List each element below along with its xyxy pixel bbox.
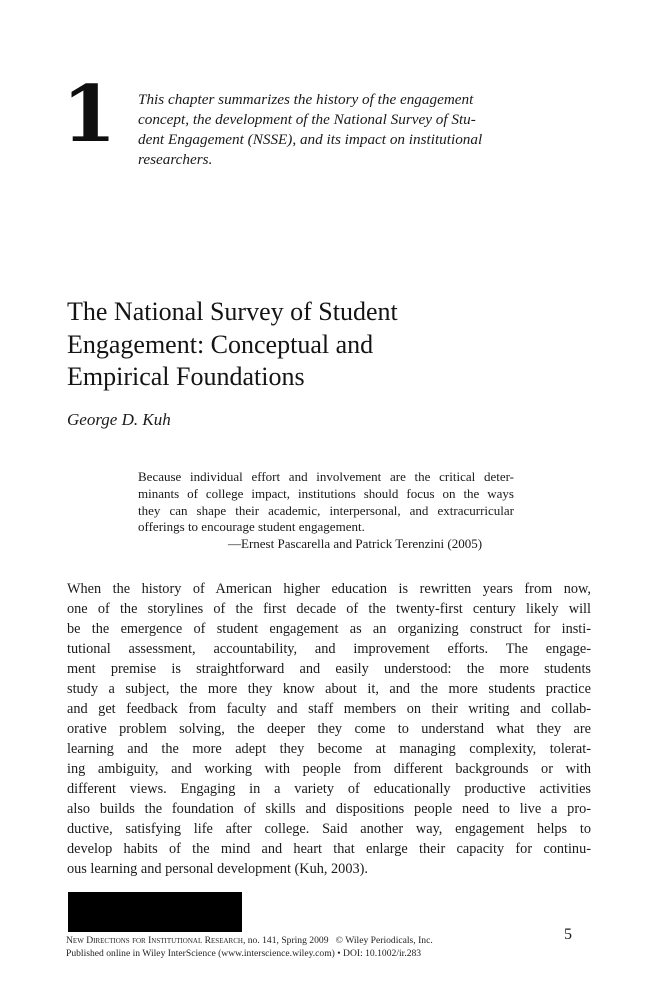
footer-line-2: Published online in Wiley InterScience (www.interscience.wiley.com) • DOI: 10.1002/ir.283 <box>66 948 422 959</box>
text-line: minants of college impact, institutions should focus on the ways <box>138 485 514 501</box>
text-line: study a subject, the more they know about it, and the more students practice <box>67 681 591 697</box>
text-line: Because individual effort and involvement are the critical deter- <box>138 469 514 484</box>
epigraph-attribution: —Ernest Pascarella and Patrick Terenzini (2005) <box>228 536 483 552</box>
author-name: George D. Kuh <box>67 410 171 429</box>
text-line: one of the storylines of the first decade of the twenty-first century likely will <box>67 601 591 617</box>
text-line: develop habits of the mind and heart that enlarge their capacity for continu- <box>67 841 591 857</box>
text-line: dent Engagement (NSSE), and its impact on institutional <box>138 131 483 148</box>
chapter-summary <box>138 90 520 170</box>
text-line: The National Survey of Student <box>67 297 398 326</box>
page-number: 5 <box>564 926 572 943</box>
redaction-box <box>68 892 242 932</box>
page-title <box>67 296 547 394</box>
text-line: and get feedback from faculty and staff members on their writing and collab- <box>67 701 591 717</box>
text-line: ous learning and personal development (Kuh, 2003). <box>67 861 368 877</box>
text-line: concept, the development of the National Survey of Stu- <box>138 111 476 128</box>
text-line: they can shape their academic, interpersonal, and extracurricular <box>138 502 514 518</box>
epigraph <box>138 469 514 553</box>
text-line: orative problem solving, the deeper they come to understand what they are <box>67 721 591 737</box>
text-line: ment premise is straightforward and easily understood: the more students <box>67 661 591 677</box>
text-line: researchers. <box>138 151 213 168</box>
text-line: learning and the more adept they become at managing complexity, tolerat- <box>67 741 591 757</box>
text-line: This chapter summarizes the history of the engagement <box>138 91 474 108</box>
journal-name: New Directions for Institutional Research <box>66 935 243 946</box>
text-line: different views. Engaging in a variety of educationally productive activities <box>67 781 591 797</box>
text-line: also builds the foundation of skills and dispositions people need to live a pro- <box>67 801 591 817</box>
epigraph-quote <box>138 469 514 536</box>
body-paragraph <box>67 579 591 879</box>
text-line: tutional assessment, accountability, and improvement efforts. The engage- <box>67 641 591 657</box>
text-line: offerings to encourage student engagement. <box>138 519 365 535</box>
text-line: When the history of American higher education is rewritten years from now, <box>67 581 591 597</box>
chapter-number: 1 <box>62 69 115 160</box>
journal-issue-info: , no. 141, Spring 2009 © Wiley Periodicals, Inc. <box>242 935 433 946</box>
text-line: ing ambiguity, and working with people from different backgrounds or with <box>67 761 591 777</box>
text-line: Empirical Foundations <box>67 362 305 391</box>
text-line: ductive, satisfying life after college. Said another way, engagement helps to <box>67 821 591 837</box>
text-line: Engagement: Conceptual and <box>67 329 374 359</box>
footer-line-1 <box>66 934 486 947</box>
text-line: be the emergence of student engagement as an organizing construct for insti- <box>67 621 591 637</box>
footer-credit <box>66 934 486 960</box>
